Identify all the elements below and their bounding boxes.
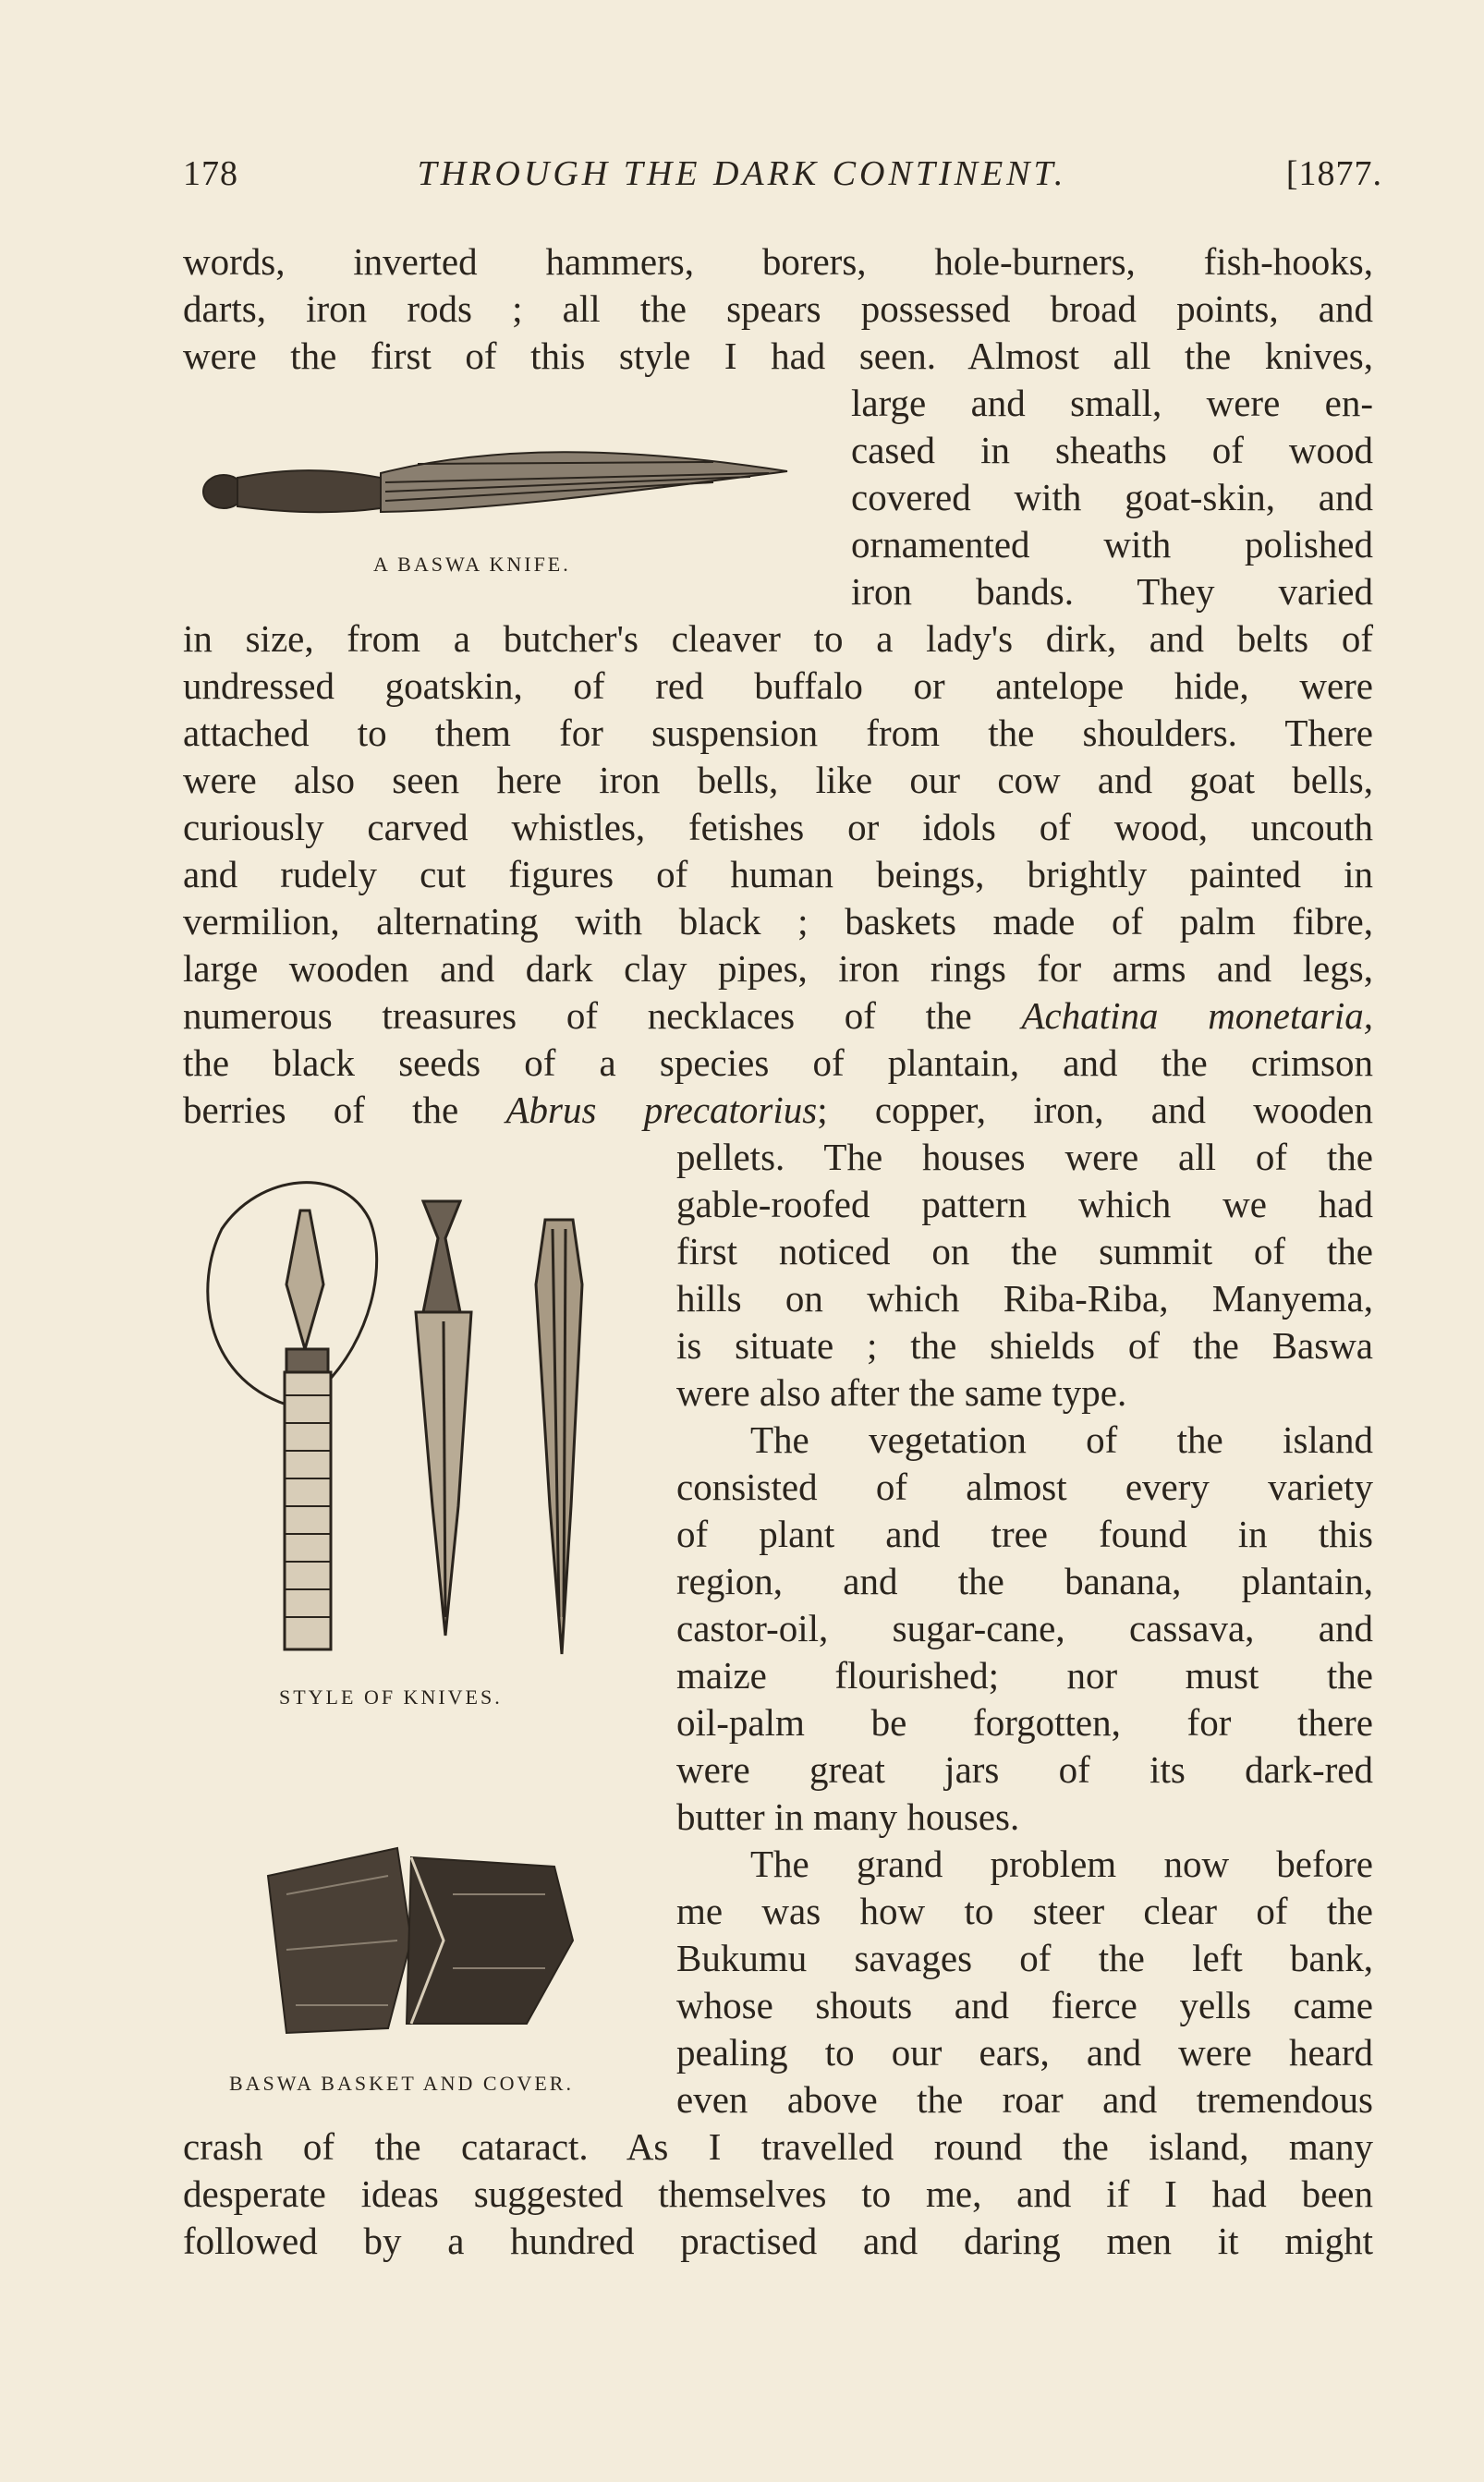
body-text: numerous treasures of necklaces of the [183, 994, 1022, 1037]
caption-basket: BASWA BASKET AND COVER. [229, 2072, 574, 2095]
body-line: The grand problem now before [750, 1843, 1373, 1885]
body-line: hills on which Riba-Riba, Manyema, [676, 1277, 1373, 1320]
knives-engraving [185, 1174, 647, 1663]
caption-knife: A BASWA KNIFE. [373, 553, 571, 576]
body-line: followed by a hundred practised and daring men it might [183, 2220, 1373, 2262]
body-line: were also after the same type. [676, 1371, 1127, 1414]
body-line: vermilion, alternating with black ; baskets made of palm fibre, [183, 900, 1373, 943]
body-line: covered with goat-skin, and [851, 476, 1373, 518]
page-number: 178 [183, 154, 238, 193]
body-line: iron bands. They varied [851, 570, 1373, 613]
body-line: region, and the banana, plantain, [676, 1560, 1373, 1602]
body-line [183, 1087, 1373, 1134]
body-line: darts, iron rods ; all the spears possessed broad points, and [183, 287, 1373, 330]
body-line: were the first of this style I had seen. Almost all the knives, [183, 335, 1373, 377]
body-line: words, inverted hammers, borers, hole-burners, fish-hooks, [183, 240, 1373, 283]
body-line: attached to them for suspension from the shoulders. There [183, 712, 1373, 754]
body-line: were also seen here iron bells, like our cow and goat bells, [183, 759, 1373, 801]
body-line: even above the roar and tremendous [676, 2078, 1373, 2121]
body-line: pellets. The houses were all of the [676, 1136, 1373, 1178]
body-line: cased in sheaths of wood [851, 429, 1373, 471]
body-line: whose shouts and fierce yells came [676, 1984, 1373, 2026]
body-line: were great jars of its dark-red [676, 1748, 1373, 1791]
body-line: pealing to our ears, and were heard [676, 2031, 1373, 2074]
header-year: [1877. [1285, 154, 1382, 193]
body-line: first noticed on the summit of the [676, 1230, 1373, 1272]
running-title: THROUGH THE DARK CONTINENT. [417, 154, 1067, 193]
body-line: gable-roofed pattern which we had [676, 1183, 1373, 1225]
body-line: in size, from a butcher's cleaver to a lady's dirk, and belts of [183, 617, 1373, 660]
body-line: ornamented with polished [851, 523, 1373, 566]
body-line: curiously carved whistles, fetishes or idols of wood, uncouth [183, 806, 1373, 848]
species-name: Achatina monetaria, [1021, 994, 1373, 1037]
body-line: is situate ; the shields of the Baswa [676, 1324, 1373, 1367]
body-line: The vegetation of the island [750, 1418, 1373, 1461]
body-line: large wooden and dark clay pipes, iron rings for arms and legs, [183, 947, 1373, 990]
species-name: Abrus precatorius [505, 1089, 818, 1131]
caption-knives: STYLE OF KNIVES. [279, 1685, 503, 1709]
basswa-knife-engraving [196, 427, 806, 529]
body-line: butter in many houses. [676, 1795, 1020, 1838]
body-line: desperate ideas suggested themselves to me, and if I had been [183, 2172, 1373, 2215]
body-text: ; copper, iron, and wooden [817, 1089, 1373, 1131]
body-line: and rudely cut figures of human beings, brightly painted in [183, 853, 1373, 895]
body-line: crash of the cataract. As I travelled round the island, many [183, 2125, 1373, 2168]
body-line: castor-oil, sugar-cane, cassava, and [676, 1607, 1373, 1649]
body-line [183, 992, 1373, 1040]
body-line: large and small, were en- [851, 382, 1373, 424]
basket-engraving [249, 1839, 582, 2042]
body-line: the black seeds of a species of plantain, and the crimson [183, 1041, 1373, 1084]
body-line: Bukumu savages of the left bank, [676, 1937, 1373, 1979]
body-text: berries of the [183, 1089, 506, 1131]
body-line: undressed goatskin, of red buffalo or antelope hide, were [183, 664, 1373, 707]
body-line: me was how to steer clear of the [676, 1890, 1373, 1932]
body-line: of plant and tree found in this [676, 1513, 1373, 1555]
body-line: maize flourished; nor must the [676, 1654, 1373, 1697]
body-line: oil-palm be forgotten, for there [676, 1701, 1373, 1744]
body-line: consisted of almost every variety [676, 1466, 1373, 1508]
